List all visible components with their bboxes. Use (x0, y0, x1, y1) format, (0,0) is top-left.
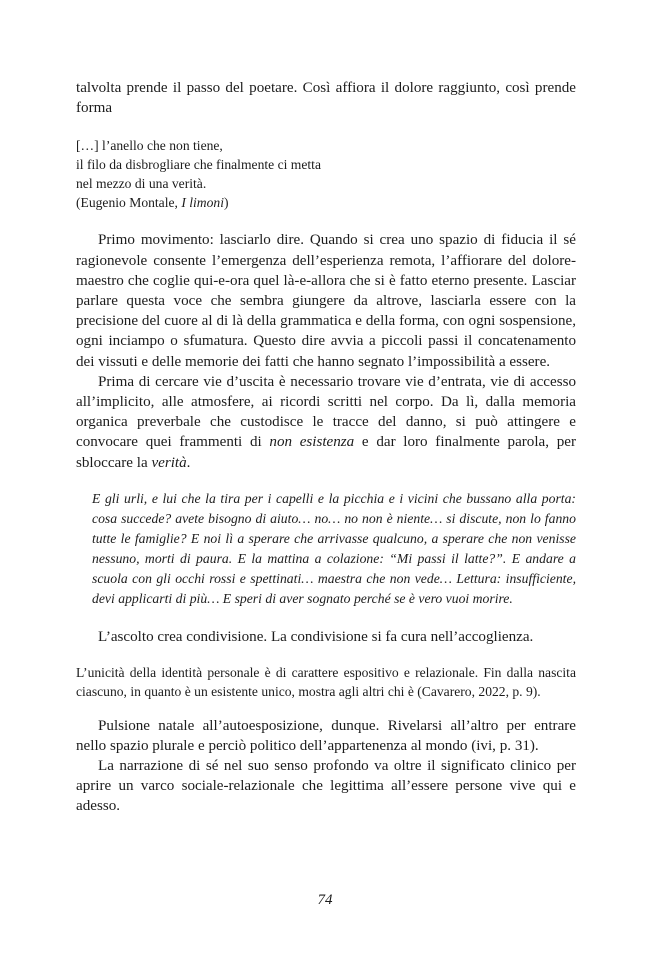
citation-prefix: (Eugenio Montale, (76, 195, 182, 211)
page-number: 74 (317, 892, 333, 908)
paragraph-text: e dar loro finalmente parola, per sbloccare la (76, 434, 576, 471)
paragraph-ascolto: L’ascolto crea condivisione. La condivisione si fa cura nell’accoglienza. (98, 629, 534, 646)
citation-suffix: ) (224, 195, 229, 211)
paragraph-text: Prima di cercare vie d’uscita è necessario trovare vie d’entrata, vie di accesso all’implicito, alle atmosfere, ai ricordi scritti nel corpo. Da lì, dalla memoria organica preverbale che custodisce le tracce del danno, si può attingere e convocare quei frammenti di (76, 373, 576, 451)
testimony-block: E gli urli, e lui che la tira per i capelli e la picchia e i vicini che bussano alla porta: cosa succede? avete bisogno di aiuto… no… no non è niente… si discute, non lo fanno tutte le famiglie? E noi lì a sperare che arrivasse qualcuno, a sperare che non venisse nessuno, morti di paura. E la mattina a colazione: “Mi passi il latte?”. E andare a scuola con gli occhi rossi e spettinati… maestra che non vede… Lettura: insufficiente, devi applicarti di più… E speri di aver sognato perché se è vero vuoi morire. (92, 490, 576, 607)
paragraph-narrazione: La narrazione di sé nel suo senso profondo va oltre il significato clinico per aprire un varco sociale-relazionale che legittima all’essere persone vive qui e adesso. (76, 758, 576, 815)
paragraph-primo-movimento: Primo movimento: lasciarlo dire. Quando si crea uno spazio di fiducia il sé ragionevole consente l’emergenza dell’esperienza remota, l’affiorare del dolore-maestro che coglie qui-e-ora quel là-e-allora che si è fatto eterno presente. Lasciar parlare questa voce che sembra giungere da altrove, lasciarla essere con la precisione del cuore al di là della grammatica e della forma, con ogni sospensione, ogni inciampo o sfumatura. Questo dire avvia a piccoli passi il concatenamento dei vissuti e delle memorie dei fatti che hanno segnato l’impossibilità a essere. (76, 232, 576, 370)
emphasis-non-esistenza: non esistenza (269, 434, 355, 451)
poem-line: il filo da disbrogliare che finalmente ci metta (76, 157, 321, 173)
paragraph-vie-di-uscita (76, 372, 576, 473)
paragraph-text: . (186, 454, 191, 471)
emphasis-verita: verità (151, 454, 187, 471)
cavarero-quote: L’unicità della identità personale è di carattere espositivo e relazionale. Fin dalla nascita ciascuno, in quanto è un esistente unico, mostra agli altri chi è (Cavarero, 2022, p. 9). (76, 664, 576, 699)
opening-paragraph: talvolta prende il passo del poetare. Così affiora il dolore raggiunto, così prende forma (76, 80, 576, 117)
poem-excerpt (76, 136, 576, 212)
poem-line: nel mezzo di una verità. (76, 176, 207, 192)
poem-citation (76, 193, 576, 212)
paragraph-pulsione-natale: Pulsione natale all’autoesposizione, dunque. Rivelarsi all’altro per entrare nello spazio plurale e perciò politico dell’appartenenza al mondo (ivi, p. 31). (76, 717, 576, 754)
citation-title: I limoni (181, 195, 224, 211)
page-body (76, 78, 576, 817)
poem-line: […] l’anello che non tiene, (76, 138, 223, 154)
